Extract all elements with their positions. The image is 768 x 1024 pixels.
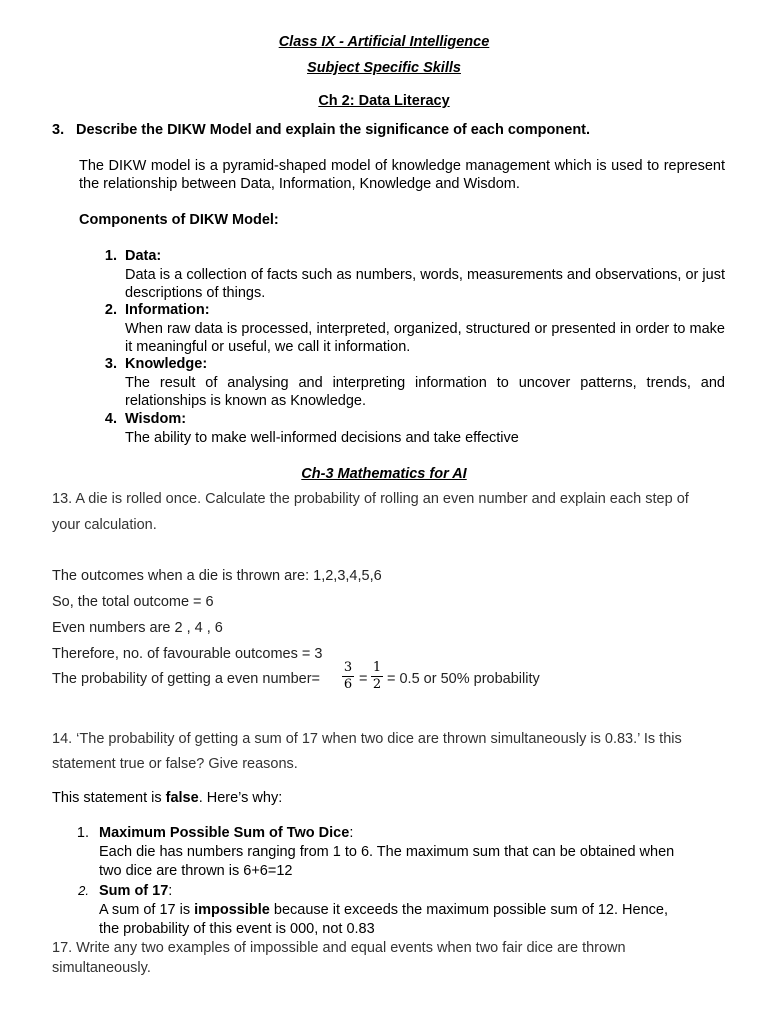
list-item-number: 2. — [78, 883, 89, 898]
body-suffix: because it exceeds the maximum possible sum of 12. Hence, — [269, 902, 669, 918]
list-item-number: 2. — [104, 302, 117, 318]
subject-title: Subject Specific Skills — [307, 60, 461, 76]
list-item-body-data: Data is a collection of facts such as numbers, words, measurements and observations, or just descriptions of things. — [125, 267, 725, 301]
q13-answer-line: So, the total outcome = 6 — [52, 594, 214, 610]
q3-question: Describe the DIKW Model and explain the significance of each component. — [76, 122, 591, 138]
list-item-number: 3. — [104, 356, 117, 372]
q13-question-line1: 13. A die is rolled once. Calculate the probability of rolling an even number and explain each step of — [52, 491, 689, 507]
list-item-title: Sum of 17 — [99, 883, 169, 899]
list-item-title-information: Information: — [125, 302, 210, 318]
list-item-heading — [99, 883, 172, 899]
list-item-title-wisdom: Wisdom: — [125, 411, 187, 427]
fraction-1-over-2 — [371, 661, 383, 692]
colon: : — [168, 883, 173, 899]
answer-prefix: This statement is — [52, 790, 166, 806]
answer-suffix: . Here’s why: — [198, 790, 283, 806]
list-item-number: 4. — [104, 411, 117, 427]
list-item-number: 1. — [76, 825, 89, 841]
probability-suffix: = 0.5 or 50% probability — [387, 671, 540, 687]
q17-question-line1: 17. Write any two examples of impossible and equal events when two fair dice are thrown — [52, 940, 626, 956]
list-item-number: 1. — [104, 248, 117, 264]
list-item-title-knowledge: Knowledge: — [125, 356, 208, 372]
list-item-body-knowledge: The result of analysing and interpreting information to uncover patterns, trends, and relationships is known as Knowledge. — [125, 375, 725, 409]
equals-sign: = — [359, 671, 368, 687]
colon: : — [349, 825, 354, 841]
dikw-intro: The DIKW model is a pyramid-shaped model of knowledge management which is used to represent the relationship between Data, Information, Knowledge and Wisdom. — [79, 158, 725, 192]
list-item-body-information: When raw data is processed, interpreted, organized, structured or presented in order to make it meaningful or useful, we call it information. — [125, 321, 725, 355]
q13-question-line2: your calculation. — [52, 517, 157, 533]
fraction-numerator: 1 — [372, 660, 382, 675]
list-item-heading — [99, 825, 353, 841]
body-bold: impossible — [194, 902, 270, 918]
list-item-title-data: Data: — [125, 248, 162, 264]
list-item-title: Maximum Possible Sum of Two Dice — [99, 825, 350, 841]
answer-bold: false — [165, 790, 199, 806]
chapter-2-title: Ch 2: Data Literacy — [318, 93, 450, 109]
body-prefix: A sum of 17 is — [99, 902, 195, 918]
fraction-numerator: 3 — [343, 660, 353, 675]
list-item-body-line1 — [99, 902, 668, 918]
q13-answer-line: The outcomes when a die is thrown are: 1,2,3,4,5,6 — [52, 568, 382, 584]
list-item-body-line2: two dice are thrown is 6+6=12 — [99, 863, 293, 879]
q14-question-line2: statement true or false? Give reasons. — [52, 756, 298, 772]
components-heading: Components of DIKW Model: — [79, 212, 279, 228]
fraction-3-over-6 — [342, 661, 354, 692]
list-item-body-wisdom: The ability to make well-informed decisions and take effective — [125, 430, 519, 446]
q14-answer — [52, 790, 282, 806]
probability-prefix: The probability of getting a even number= — [52, 671, 321, 687]
list-item-body-line1: Each die has numbers ranging from 1 to 6. The maximum sum that can be obtained when — [99, 844, 675, 860]
fraction-denominator: 2 — [372, 677, 382, 692]
list-item-body-line2: the probability of this event is 000, not 0.83 — [99, 921, 375, 937]
class-title: Class IX - Artificial Intelligence — [278, 34, 490, 50]
q13-answer-line: Therefore, no. of favourable outcomes = 3 — [52, 646, 323, 662]
q13-answer-line: Even numbers are 2 , 4 , 6 — [52, 620, 223, 636]
fraction-denominator: 6 — [343, 677, 353, 692]
q14-question-line1: 14. ‘The probability of getting a sum of 17 when two dice are thrown simultaneously is 0.83.’ Is this — [52, 731, 682, 747]
q17-question-line2: simultaneously. — [52, 960, 151, 976]
q3-number: 3. — [52, 122, 65, 138]
chapter-3-title: Ch-3 Mathematics for AI — [301, 466, 467, 482]
